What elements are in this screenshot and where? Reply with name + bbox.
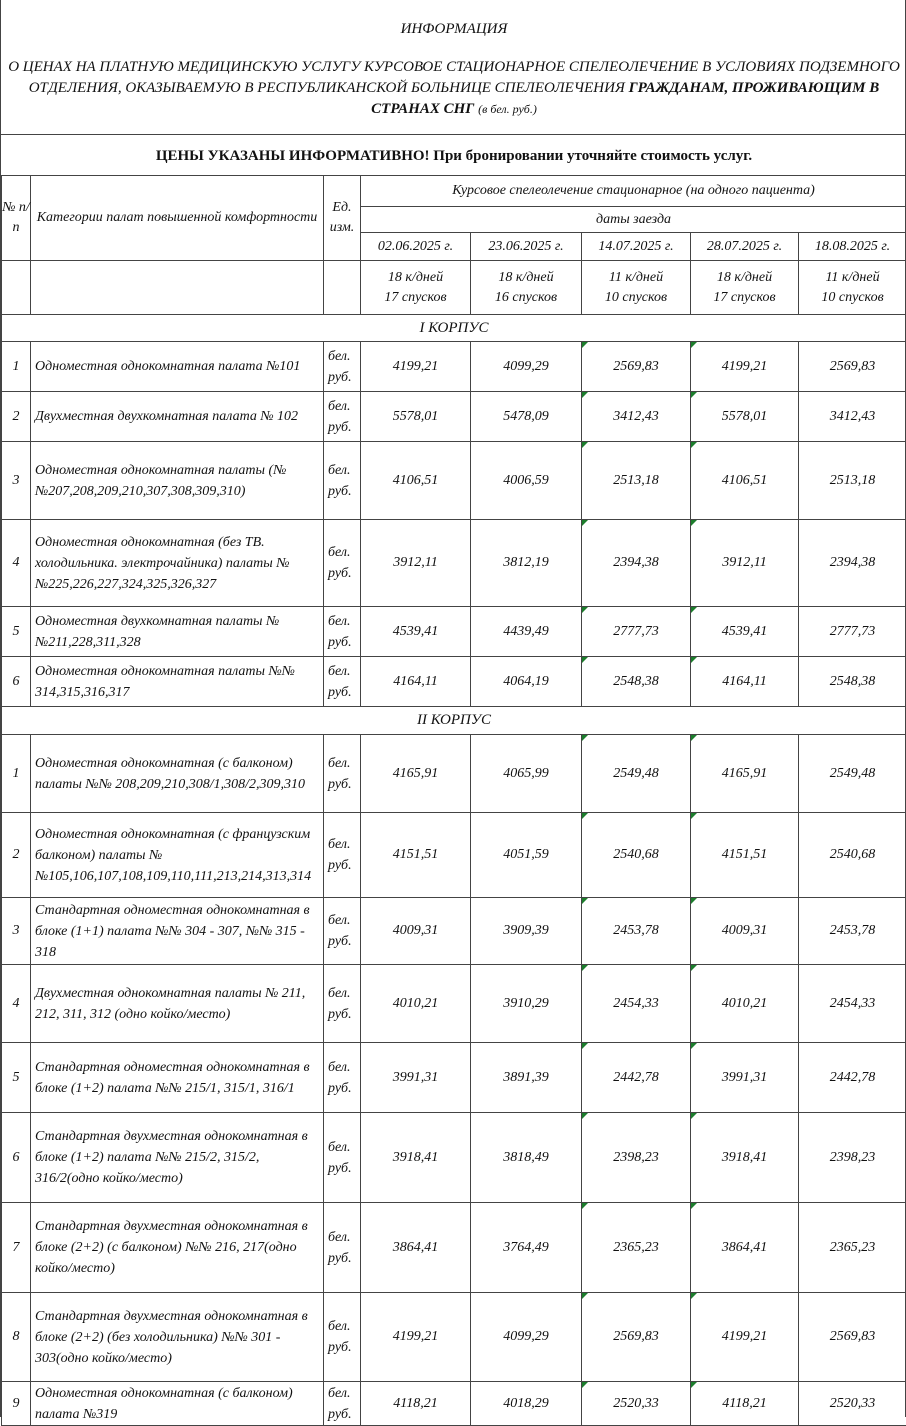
price-cell: 4118,21: [691, 1382, 799, 1426]
price-cell: 4151,51: [691, 813, 799, 898]
price-cell: 5578,01: [691, 392, 799, 442]
price-cell: 2394,38: [582, 520, 691, 607]
row-number: 6: [2, 1113, 31, 1203]
table-row: [2, 1113, 906, 1203]
unit-cell: бел. руб.: [324, 442, 361, 520]
price-cell: 2454,33: [799, 965, 906, 1043]
price-cell: 4118,21: [361, 1382, 471, 1426]
price-cell: 2453,78: [799, 898, 906, 965]
price-cell: 4106,51: [691, 442, 799, 520]
price-cell: 2454,33: [582, 965, 691, 1043]
price-cell: 2549,48: [582, 735, 691, 813]
col-group-header: Курсовое спелеолечение стационарное (на одного пациента): [361, 176, 906, 207]
dates-header: даты заезда: [361, 207, 906, 233]
date-header: 14.07.2025 г.: [582, 233, 691, 261]
table-row: [2, 657, 906, 707]
unit-cell: бел. руб.: [324, 607, 361, 657]
price-cell: 2365,23: [582, 1203, 691, 1293]
duration-cell: [361, 261, 471, 315]
price-cell: 3412,43: [799, 392, 906, 442]
room-category: Стандартная одноместная однокомнатная в блоке (1+2) палата №№ 215/1, 315/1, 316/1: [31, 1043, 324, 1113]
row-number: 3: [2, 442, 31, 520]
col-header-category: Категории палат повышенной комфортности: [31, 176, 324, 261]
room-category: Одноместная однокомнатная (без ТВ. холодильника. электрочайника) палаты №№225,226,227,324,325,326,327: [31, 520, 324, 607]
row-number: 8: [2, 1293, 31, 1382]
room-category: Стандартная двухместная однокомнатная в блоке (2+2) (с балконом) №№ 216, 217(одно койко/место): [31, 1203, 324, 1293]
table-row: [2, 813, 906, 898]
price-cell: 2453,78: [582, 898, 691, 965]
unit-cell: бел. руб.: [324, 1382, 361, 1426]
duration-descents: 16 спусков: [471, 288, 581, 308]
price-cell: 4151,51: [361, 813, 471, 898]
row-number: 7: [2, 1203, 31, 1293]
table-row: [2, 607, 906, 657]
price-table: [1, 175, 906, 1426]
row-number: 4: [2, 965, 31, 1043]
room-category: Одноместная однокомнатная (с балконом) палата №319: [31, 1382, 324, 1426]
price-cell: 4065,99: [471, 735, 582, 813]
price-cell: 3912,11: [691, 520, 799, 607]
room-category: Одноместная однокомнатная палата №101: [31, 342, 324, 392]
room-category: Одноместная двухкомнатная палаты №№211,228,311,328: [31, 607, 324, 657]
price-cell: 2398,23: [799, 1113, 906, 1203]
room-category: Одноместная однокомнатная палаты №№ 314,315,316,317: [31, 657, 324, 707]
price-cell: 4165,91: [361, 735, 471, 813]
unit-cell: бел. руб.: [324, 520, 361, 607]
room-category: Одноместная однокомнатная (с французским балконом) палаты №№105,106,107,108,109,110,111,213,214,313,314: [31, 813, 324, 898]
price-cell: 5478,09: [471, 392, 582, 442]
row-number: 5: [2, 1043, 31, 1113]
price-cell: 2442,78: [582, 1043, 691, 1113]
header-filler: [31, 261, 324, 315]
row-number: 9: [2, 1382, 31, 1426]
duration-days: 18 к/дней: [361, 268, 470, 288]
price-cell: 4199,21: [361, 342, 471, 392]
room-category: Стандартная двухместная однокомнатная в блоке (1+2) палата №№ 215/2, 315/2, 316/2(одно койко/место): [31, 1113, 324, 1203]
duration-cell: [799, 261, 906, 315]
price-cell: 2569,83: [582, 1293, 691, 1382]
table-row: [2, 520, 906, 607]
room-category: Стандартная двухместная однокомнатная в блоке (2+2) (без холодильника) №№ 301 - 303(одно койко/место): [31, 1293, 324, 1382]
table-row: [2, 1043, 906, 1113]
unit-cell: бел. руб.: [324, 1043, 361, 1113]
date-header: 23.06.2025 г.: [471, 233, 582, 261]
table-row: [2, 965, 906, 1043]
row-number: 2: [2, 813, 31, 898]
price-cell: 4439,49: [471, 607, 582, 657]
price-cell: 2777,73: [582, 607, 691, 657]
price-cell: 4018,29: [471, 1382, 582, 1426]
section-row: [2, 315, 906, 342]
price-cell: 3918,41: [361, 1113, 471, 1203]
unit-cell: бел. руб.: [324, 392, 361, 442]
unit-cell: бел. руб.: [324, 898, 361, 965]
price-cell: 4099,29: [471, 342, 582, 392]
unit-cell: бел. руб.: [324, 965, 361, 1043]
price-cell: 2569,83: [582, 342, 691, 392]
price-cell: 4106,51: [361, 442, 471, 520]
price-cell: 3910,29: [471, 965, 582, 1043]
price-cell: 2540,68: [799, 813, 906, 898]
price-cell: 4064,19: [471, 657, 582, 707]
price-cell: 4165,91: [691, 735, 799, 813]
table-row: [2, 442, 906, 520]
price-cell: 2569,83: [799, 342, 906, 392]
price-cell: 4009,31: [361, 898, 471, 965]
price-notice: ЦЕНЫ УКАЗАНЫ ИНФОРМАТИВНО! При бронировании уточняйте стоимость услуг.: [1, 134, 906, 176]
price-cell: 5578,01: [361, 392, 471, 442]
price-cell: 4164,11: [691, 657, 799, 707]
room-category: Двухместная двухкомнатная палата № 102: [31, 392, 324, 442]
unit-cell: бел. руб.: [324, 342, 361, 392]
price-cell: 4199,21: [691, 342, 799, 392]
header-filler: [2, 261, 31, 315]
date-header: 18.08.2025 г.: [799, 233, 906, 261]
price-cell: 3891,39: [471, 1043, 582, 1113]
col-header-unit: Ед. изм.: [324, 176, 361, 261]
price-cell: 4010,21: [361, 965, 471, 1043]
price-cell: 3864,41: [691, 1203, 799, 1293]
duration-descents: 17 спусков: [361, 288, 470, 308]
section-title: II КОРПУС: [2, 707, 906, 735]
price-cell: 2442,78: [799, 1043, 906, 1113]
duration-days: 18 к/дней: [471, 268, 581, 288]
document-title: ИНФОРМАЦИЯ: [1, 21, 906, 38]
price-cell: 3764,49: [471, 1203, 582, 1293]
row-number: 1: [2, 342, 31, 392]
price-cell: 2365,23: [799, 1203, 906, 1293]
price-cell: 4010,21: [691, 965, 799, 1043]
price-cell: 4539,41: [361, 607, 471, 657]
row-number: 2: [2, 392, 31, 442]
duration-days: 18 к/дней: [691, 268, 798, 288]
table-row: [2, 1203, 906, 1293]
price-cell: 3912,11: [361, 520, 471, 607]
price-cell: 2777,73: [799, 607, 906, 657]
room-category: Одноместная однокомнатная (с балконом) палаты №№ 208,209,210,308/1,308/2,309,310: [31, 735, 324, 813]
room-category: Двухместная однокомнатная палаты № 211, 212, 311, 312 (одно койко/место): [31, 965, 324, 1043]
price-cell: 2548,38: [582, 657, 691, 707]
price-cell: 2520,33: [582, 1382, 691, 1426]
price-cell: 4199,21: [691, 1293, 799, 1382]
price-cell: 4199,21: [361, 1293, 471, 1382]
price-cell: 4099,29: [471, 1293, 582, 1382]
duration-descents: 10 спусков: [582, 288, 690, 308]
price-cell: 2513,18: [799, 442, 906, 520]
price-cell: 3864,41: [361, 1203, 471, 1293]
duration-days: 11 к/дней: [799, 268, 906, 288]
duration-descents: 10 спусков: [799, 288, 906, 308]
header-filler: [324, 261, 361, 315]
row-number: 6: [2, 657, 31, 707]
date-header: 02.06.2025 г.: [361, 233, 471, 261]
row-number: 3: [2, 898, 31, 965]
price-cell: 4164,11: [361, 657, 471, 707]
price-cell: 4009,31: [691, 898, 799, 965]
duration-cell: [471, 261, 582, 315]
price-cell: 2549,48: [799, 735, 906, 813]
price-cell: 2569,83: [799, 1293, 906, 1382]
section-title: I КОРПУС: [2, 315, 906, 342]
room-category: Одноместная однокомнатная палаты (№№207,208,209,210,307,308,309,310): [31, 442, 324, 520]
price-cell: 4051,59: [471, 813, 582, 898]
section-row: [2, 707, 906, 735]
price-cell: 3918,41: [691, 1113, 799, 1203]
unit-cell: бел. руб.: [324, 813, 361, 898]
price-cell: 4539,41: [691, 607, 799, 657]
unit-cell: бел. руб.: [324, 1113, 361, 1203]
price-cell: 3818,49: [471, 1113, 582, 1203]
document-header: [1, 0, 906, 134]
price-cell: 2540,68: [582, 813, 691, 898]
col-header-number: № п/п: [2, 176, 31, 261]
duration-cell: [691, 261, 799, 315]
price-cell: 3991,31: [691, 1043, 799, 1113]
table-row: [2, 1382, 906, 1426]
table-row: [2, 392, 906, 442]
price-cell: 2394,38: [799, 520, 906, 607]
unit-cell: бел. руб.: [324, 657, 361, 707]
row-number: 1: [2, 735, 31, 813]
document-subtitle: [7, 57, 901, 120]
table-row: [2, 735, 906, 813]
price-cell: 4006,59: [471, 442, 582, 520]
table-row: [2, 898, 906, 965]
unit-cell: бел. руб.: [324, 1203, 361, 1293]
price-cell: 2520,33: [799, 1382, 906, 1426]
duration-descents: 17 спусков: [691, 288, 798, 308]
duration-cell: [582, 261, 691, 315]
price-cell: 3909,39: [471, 898, 582, 965]
subtitle-target-group: ГРАЖДАНАМ, ПРОЖИВАЮЩИМ В СТРАНАХ СНГ: [371, 80, 879, 117]
price-cell: 3991,31: [361, 1043, 471, 1113]
price-cell: 2398,23: [582, 1113, 691, 1203]
unit-cell: бел. руб.: [324, 1293, 361, 1382]
subtitle-main: О ЦЕНАХ НА ПЛАТНУЮ МЕДИЦИНСКУЮ УСЛУГУ КУРСОВОЕ СТАЦИОНАРНОЕ СПЕЛЕОЛЕЧЕНИЕ В УСЛОВИЯХ ПОДЗЕМНОГО ОТДЕЛЕНИЯ, ОКАЗЫВАЕМУЮ В РЕСПУБЛИКАНСКОЙ БОЛЬНИЦЕ СПЕЛЕОЛЕЧЕНИЯ: [8, 59, 900, 96]
price-cell: 2548,38: [799, 657, 906, 707]
room-category: Стандартная одноместная однокомнатная в блоке (1+1) палата №№ 304 - 307, №№ 315 - 318: [31, 898, 324, 965]
date-header: 28.07.2025 г.: [691, 233, 799, 261]
unit-cell: бел. руб.: [324, 735, 361, 813]
row-number: 5: [2, 607, 31, 657]
price-cell: 2513,18: [582, 442, 691, 520]
row-number: 4: [2, 520, 31, 607]
price-cell: 3412,43: [582, 392, 691, 442]
price-cell: 3812,19: [471, 520, 582, 607]
duration-days: 11 к/дней: [582, 268, 690, 288]
table-row: [2, 1293, 906, 1382]
currency-note: (в бел. руб.): [478, 102, 537, 116]
table-row: [2, 342, 906, 392]
